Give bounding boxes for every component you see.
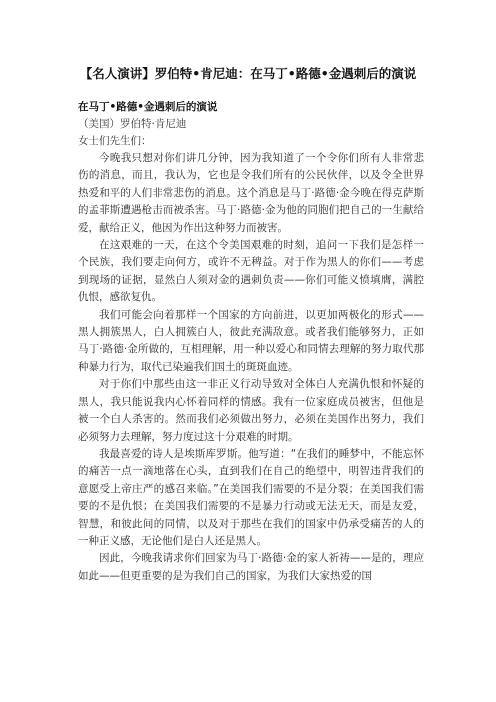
document-body (78, 99, 424, 585)
speech-author: （美国）罗伯特·肯尼迪 (78, 118, 187, 130)
paragraph: 今晚我只想对你们讲几分钟，因为我知道了一个令你们所有人非常悲伤的消息，而且，我认为，它也是令我们所有的公民伙伴，以及令全世界热爱和平的人们非常悲伤的消息。这个消息是马丁·路德·金今晚在得克萨斯的孟菲斯遭遇枪击而被杀害。马丁·路德·金为他的同胞们把自己的一生献给爱，献给正义，他因为作出这种努力而被害。 (78, 152, 424, 234)
speech-salutation: 女士们先生们： (78, 135, 152, 147)
document-title: 【名人演讲】罗伯特•肯尼迪：在马丁•路德•金遇刺后的演说 (79, 66, 417, 81)
paragraph: 我们可能会向着那样一个国家的方向前进，以更加两极化的形式——黑人拥簇黑人，白人拥簇白人，彼此充满敌意。或者我们能够努力，正如马丁·路德·金所做的，互相理解，用一种以爱心和同情去理解的努力取代那种暴力行为，取代已染遍我们国土的斑斑血迹。 (78, 308, 424, 373)
paragraph: 对于你们中那些由这一非正义行动导致对全体白人充满仇恨和怀疑的黑人，我只能说我内心怀着同样的情感。我有一位家庭成员被害，但他是被一个白人杀害的。然而我们必须做出努力，必须在美国作出努力，我们必须努力去理解，努力度过这十分艰难的时期。 (78, 378, 424, 443)
paragraph: 我最喜爱的诗人是埃斯库罗斯。他写道：“在我们的睡梦中，不能忘怀的痛苦一点一滴地落在心头，直到我们在自己的绝望中，明智违背我们的意愿受上帝庄严的感召来临。”在美国我们需要的不是分裂；在美国我们需要的不是仇恨；在美国我们需要的不是暴力行动或无法无天，而是友爱，智慧，和彼此间的同情，以及对于那些在我们的国家中仍承受痛苦的人的一种正义感，无论他们是白人还是黑人。 (78, 447, 424, 547)
paragraph: 在这艰难的一天，在这个令美国艰难的时刻，追问一下我们是怎样一个民族，我们要走向何方，或许不无稗益。对于作为黑人的你们——考虑到现场的证据，显然白人须对金的遇刺负责——你们可能义愤填膺，满腔仇恨，感欲复仇。 (78, 239, 424, 304)
paragraph: 因此，今晚我请求你们回家为马丁·路德·金的家人祈祷——是的，理应如此——但更重要的是为我们自己的国家，为我们大家热爱的国 (78, 552, 424, 582)
speech-heading: 在马丁•路德•金遇刺后的演说 (78, 101, 218, 113)
